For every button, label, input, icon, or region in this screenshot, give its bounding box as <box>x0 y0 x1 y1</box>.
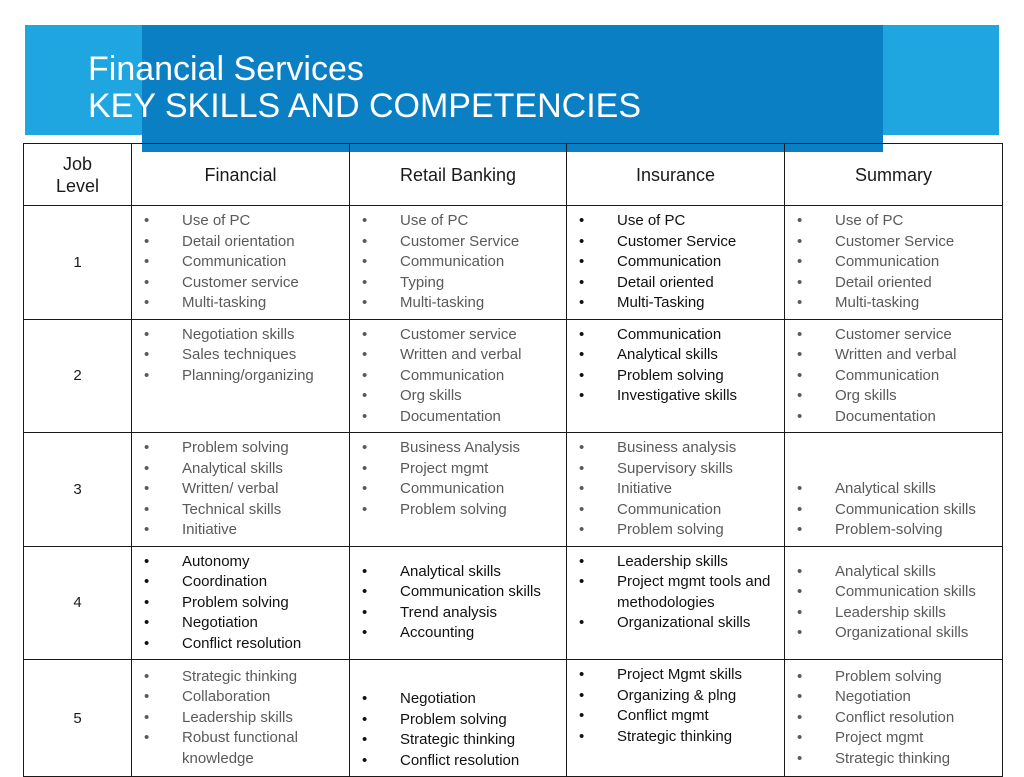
skill-item: • Analytical skills <box>795 479 998 500</box>
job-level-cell: 3 <box>24 433 132 547</box>
cell-summary <box>785 660 1003 777</box>
skill-item: • Communication <box>577 252 780 273</box>
skill-item: • Customer service <box>142 273 345 294</box>
skill-list <box>360 689 562 771</box>
skills-table <box>23 143 1003 777</box>
cell-financial <box>132 546 350 660</box>
skill-list <box>577 438 780 541</box>
title-line-2: KEY SKILLS AND COMPETENCIES <box>88 87 641 125</box>
skill-item: • Customer Service <box>795 232 998 253</box>
skill-item: • Leadership skills <box>142 708 345 729</box>
header-job-level: Job Level <box>24 144 132 206</box>
skill-list <box>577 665 780 747</box>
skill-item: • Analytical skills <box>360 562 562 583</box>
skill-list <box>795 562 998 644</box>
table-body <box>24 206 1003 777</box>
skill-item: • Written/ verbal <box>142 479 345 500</box>
skill-item: • Written and verbal <box>795 345 998 366</box>
table-header-row <box>24 144 1003 206</box>
job-level-cell: 4 <box>24 546 132 660</box>
cell-financial <box>132 206 350 320</box>
table-row <box>24 319 1003 433</box>
skill-item: • Detail oriented <box>795 273 998 294</box>
skill-item: • Communication <box>577 325 780 346</box>
skill-list <box>577 211 780 314</box>
skill-list <box>142 211 345 314</box>
cell-insurance <box>567 546 785 660</box>
cell-financial <box>132 433 350 547</box>
skill-item: • Investigative skills <box>577 386 780 407</box>
skill-item: • Strategic thinking <box>360 730 562 751</box>
skill-item: • Business Analysis <box>360 438 562 459</box>
skill-item: • Project mgmt <box>795 728 998 749</box>
table-row <box>24 206 1003 320</box>
skill-item: • Organizational skills <box>577 613 780 634</box>
skill-item: • Customer service <box>360 325 562 346</box>
skill-item: • Supervisory skills <box>577 459 780 480</box>
skill-item: • Analytical skills <box>577 345 780 366</box>
skill-item: • Customer Service <box>577 232 780 253</box>
cell-insurance <box>567 660 785 777</box>
skill-item: • Customer service <box>795 325 998 346</box>
skill-item: • Negotiation <box>142 613 345 634</box>
skill-item: • Typing <box>360 273 562 294</box>
job-level-cell: 1 <box>24 206 132 320</box>
skill-list <box>795 211 998 314</box>
skill-item: • Strategic thinking <box>795 749 998 770</box>
skill-item: • Sales techniques <box>142 345 345 366</box>
skill-item: • Coordination <box>142 572 345 593</box>
skill-item: • Analytical skills <box>795 562 998 583</box>
skill-item: • Communication <box>795 252 998 273</box>
skill-item: • Problem solving <box>795 667 998 688</box>
skill-item: • Problem solving <box>577 520 780 541</box>
header-financial: Financial <box>132 144 350 206</box>
skill-list <box>142 325 345 387</box>
table-row <box>24 546 1003 660</box>
cell-summary <box>785 319 1003 433</box>
skill-list <box>142 438 345 541</box>
skill-item: • Initiative <box>577 479 780 500</box>
skill-item: • Communication skills <box>795 500 998 521</box>
cell-retail-banking <box>350 206 567 320</box>
skill-item: • Negotiation skills <box>142 325 345 346</box>
header-insurance: Insurance <box>567 144 785 206</box>
cell-insurance <box>567 206 785 320</box>
skill-item: • Leadership skills <box>577 552 780 573</box>
skill-item: • Detail orientation <box>142 232 345 253</box>
skill-list <box>795 667 998 770</box>
cell-insurance <box>567 319 785 433</box>
skill-item: • Project Mgmt skills <box>577 665 780 686</box>
skill-item: • Detail oriented <box>577 273 780 294</box>
skill-item: • Use of PC <box>142 211 345 232</box>
cell-summary <box>785 433 1003 547</box>
skill-item: • Project mgmt tools and methodologies <box>577 572 780 613</box>
skill-item: • Problem solving <box>142 438 345 459</box>
skill-item: • Problem solving <box>142 593 345 614</box>
skill-item: • Technical skills <box>142 500 345 521</box>
skill-list <box>360 325 562 428</box>
cell-retail-banking <box>350 660 567 777</box>
skill-item: • Project mgmt <box>360 459 562 480</box>
slide-title <box>88 51 641 125</box>
skill-item: • Multi-tasking <box>142 293 345 314</box>
skill-item: • Communication <box>795 366 998 387</box>
skill-list <box>360 438 562 520</box>
skill-item: • Communication <box>360 366 562 387</box>
skill-item: • Multi-Tasking <box>577 293 780 314</box>
skill-list <box>577 325 780 407</box>
skill-item: • Negotiation <box>360 689 562 710</box>
skill-list <box>795 479 998 541</box>
skill-item: • Organizational skills <box>795 623 998 644</box>
skill-list <box>795 325 998 428</box>
table-row <box>24 433 1003 547</box>
skill-list <box>142 667 345 770</box>
skill-item: • Use of PC <box>577 211 780 232</box>
cell-retail-banking <box>350 319 567 433</box>
skill-item: • Communication skills <box>795 582 998 603</box>
table-row <box>24 660 1003 777</box>
skill-item: • Communication <box>577 500 780 521</box>
skill-list <box>360 211 562 314</box>
skill-item: • Initiative <box>142 520 345 541</box>
skill-item: • Org skills <box>795 386 998 407</box>
skill-item: • Multi-tasking <box>360 293 562 314</box>
skill-item: • Conflict resolution <box>142 634 345 655</box>
skill-item: • Use of PC <box>360 211 562 232</box>
skill-item: • Use of PC <box>795 211 998 232</box>
skill-item: • Customer Service <box>360 232 562 253</box>
skill-item: • Strategic thinking <box>142 667 345 688</box>
skill-item: • Analytical skills <box>142 459 345 480</box>
skill-item: • Strategic thinking <box>577 727 780 748</box>
skill-item: • Planning/organizing <box>142 366 345 387</box>
cell-insurance <box>567 433 785 547</box>
skill-item: • Written and verbal <box>360 345 562 366</box>
job-level-cell: 5 <box>24 660 132 777</box>
skill-list <box>577 552 780 634</box>
cell-retail-banking <box>350 546 567 660</box>
skill-item: • Leadership skills <box>795 603 998 624</box>
skill-item: • Conflict resolution <box>360 751 562 772</box>
skill-item: • Negotiation <box>795 687 998 708</box>
skill-item: • Multi-tasking <box>795 293 998 314</box>
skill-item: • Problem solving <box>360 710 562 731</box>
skill-item: • Conflict mgmt <box>577 706 780 727</box>
title-line-1: Financial Services <box>88 50 364 88</box>
skill-item: • Documentation <box>360 407 562 428</box>
skill-item: • Robust functional knowledge <box>142 728 345 769</box>
skill-item: • Autonomy <box>142 552 345 573</box>
skill-item: • Org skills <box>360 386 562 407</box>
skill-list <box>360 562 562 644</box>
skill-item: • Problem solving <box>577 366 780 387</box>
skill-item: • Communication <box>360 479 562 500</box>
cell-summary <box>785 206 1003 320</box>
skill-item: • Communication <box>142 252 345 273</box>
cell-financial <box>132 319 350 433</box>
skill-item: • Documentation <box>795 407 998 428</box>
skill-item: • Communication <box>360 252 562 273</box>
skill-item: • Business analysis <box>577 438 780 459</box>
cell-summary <box>785 546 1003 660</box>
skill-item: • Conflict resolution <box>795 708 998 729</box>
skill-item: • Organizing & plng <box>577 686 780 707</box>
skill-item: • Communication skills <box>360 582 562 603</box>
skill-list <box>142 552 345 655</box>
skill-item: • Problem solving <box>360 500 562 521</box>
cell-retail-banking <box>350 433 567 547</box>
skill-item: • Accounting <box>360 623 562 644</box>
header-retail-banking: Retail Banking <box>350 144 567 206</box>
skill-item: • Problem-solving <box>795 520 998 541</box>
skill-item: • Collaboration <box>142 687 345 708</box>
skill-item: • Trend analysis <box>360 603 562 624</box>
header-summary: Summary <box>785 144 1003 206</box>
cell-financial <box>132 660 350 777</box>
job-level-cell: 2 <box>24 319 132 433</box>
